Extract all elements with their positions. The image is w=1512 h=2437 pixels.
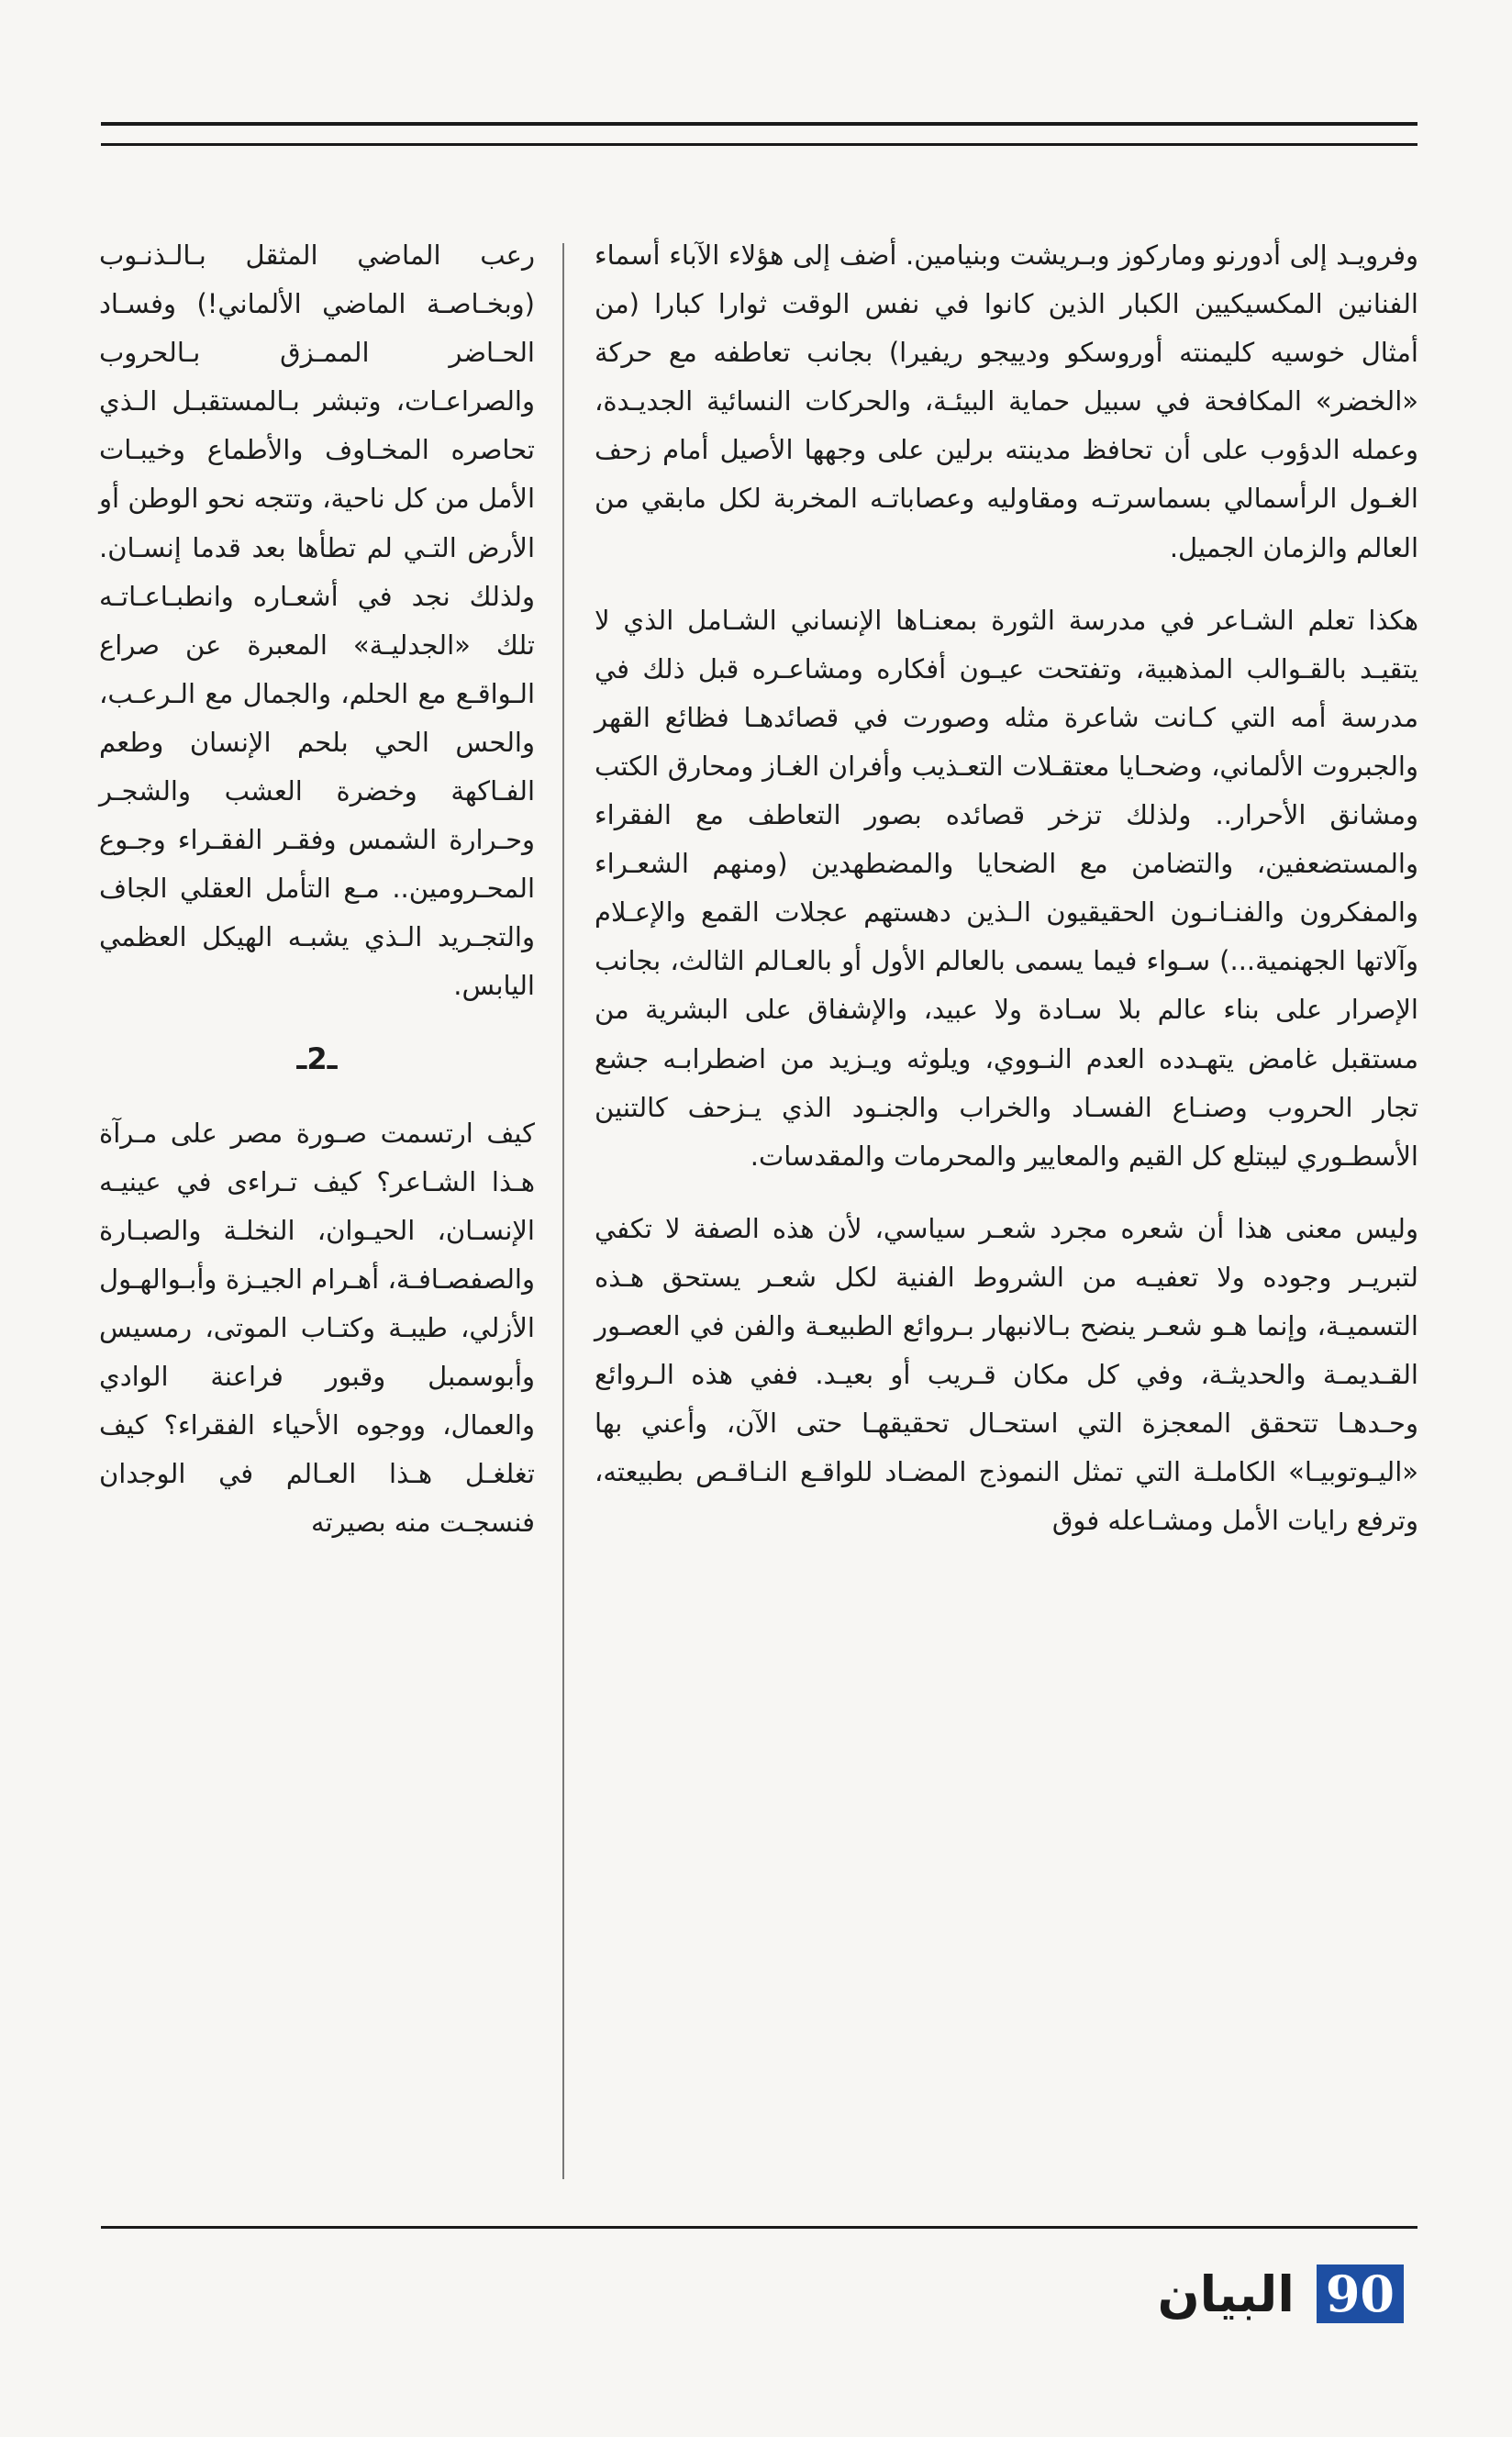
right-column (595, 231, 1418, 1545)
right-paragraph-3: وليس معنى هذا أن شعره مجرد شعـر سياسي، لأن هذه الصفة لا تكفي لتبريـر وجوده ولا تعفيـه من الشروط الفنية لكل شعـر يستحق هـذه التسميـة، وإنما هـو شعـر ينضح بـالانبهار بـروائع الطبيعـة والفن في العصـور القـديمـة والحديثـة، وفي كل مكان قـريب أو بعيـد. ففي هذه الـروائع وحـدهـا تتحقق المعجزة التي استحـال تحقيقهـا حتى الآن، وأعني بها «اليـوتوبيـا» الكاملـة التي تمثل النموذج المضـاد للواقـع النـاقـص بطبيعته، وترفع رايات الأمل ومشـاعله فوق (595, 1212, 1418, 1537)
header-rule-thick (101, 122, 1418, 126)
section-number: ـ2ـ (296, 1040, 338, 1076)
page-number: 90 (1317, 2265, 1404, 2323)
page-footer (1158, 2265, 1404, 2323)
right-paragraph-2: هكذا تعلم الشـاعر في مدرسة الثورة بمعنـاها الإنساني الشـامل الذي لا يتقيـد بالقـوالب المذهبية، وتفتحت عيـون أفكاره ومشاعـره قبل ذلك في مدرسة أمه التي كـانت شاعرة مثله وصورت في قصائدهـا فظائع القهر والجبروت الألماني، وضحـايا معتقـلات التعـذيب وأفران الغـاز ومحارق الكتب ومشانق الأحرار.. ولذلك تزخر قصائده بصور التعاطف مع الفقراء والمستضعفين، والتضامن مع الضحايا والمضطهدين (ومنهم الشعـراء والمفكرون والفنـانـون الحقيقيون الـذين دهستهم عجلات القمع والإعـلام وآلاتها الجهنمية...) سـواء فيما يسمى بالعالم الأول أو بالعـالم الثالث، بجانب الإصرار على بناء عالم بلا سـادة ولا عبيد، والإشفاق على البشرية من مستقبل غامض يتهـدده العدم النـووي، ويلوثه ويـزيد من اضطرابـه جشع تجار الحروب وصنـاع الفسـاد والخراب والجنـود الذي يـزحف كالتنين الأسطـوري ليبتلع كل القيم والمعايير والمحرمات والمقدسات. (595, 604, 1418, 1172)
column-divider (562, 243, 564, 2179)
left-paragraph-1: رعب الماضي المثقل بـالـذنـوب (وبخـاصـة الماضي الألماني!) وفسـاد الحـاضر الممـزق بـالحروب والصراعـات، وتبشر بـالمستقبـل الـذي تحاصره المخـاوف والأطماع وخيبـات الأمل من كل ناحية، وتتجه نحو الوطن أو الأرض التـي لم تطأها بعد قدما إنسـان. ولذلك نجد في أشعـاره وانطبـاعـاتـه تلك «الجدليـة» المعبرة عن صراع الـواقـع مع الحلم، والجمال مع الـرعـب، والحس الحي بلحم الإنسان وطعم الفـاكهة وخضرة العشب والشجـر وحـرارة الشمس وفقـر الفقـراء وجـوع المحـرومين.. مـع التأمل العقلي الجاف والتجـريد الـذي يشبـه الهيكل العظمي اليابس. (99, 239, 535, 1002)
footer-rule (101, 2226, 1418, 2229)
right-paragraph-1: وفرويـد إلى أدورنو وماركوز وبـريشت وبنيامين. أضف إلى هؤلاء الآباء أسماء الفنانين المكسيكيين الكبار الذين كانوا في نفس الوقت ثوارا كبارا (من أمثال خوسيه كليمنته أوروسكو ودييجو ريفيرا) بجانب تعاطفه مع حركة «الخضر» المكافحة في سبيل حماية البيئـة، والحركات النسائية الجديـدة، وعمله الدؤوب على أن تحافظ مدينته برلين على وجهها الأصيل أمام زحف الغـول الرأسمالي بسماسرتـه ومقاوليه وعصاباتـه المخربة لكل مابقي من العالم والزمان الجميل. (595, 239, 1418, 563)
header-rule-thin (101, 143, 1418, 146)
magazine-name: البيان (1157, 2265, 1295, 2323)
left-paragraph-2: كيف ارتسمت صـورة مصر على مـرآة هـذا الشـاعر؟ كيف تـراءى في عينيـه الإنسـان، الحيـوان، النخلـة والصبـارة والصفصـافـة، أهـرام الجيـزة وأبـوالهـول الأزلي، طيبـة وكتـاب الموتى، رمسيس وأبوسمبل وقبور فراعنة الوادي والعمال، ووجوه الأحياء الفقراء؟ كيف تغلغـل هـذا العـالم في الوجدان فنسجـت منه بصيرته (99, 1117, 535, 1539)
left-column (99, 231, 535, 1547)
